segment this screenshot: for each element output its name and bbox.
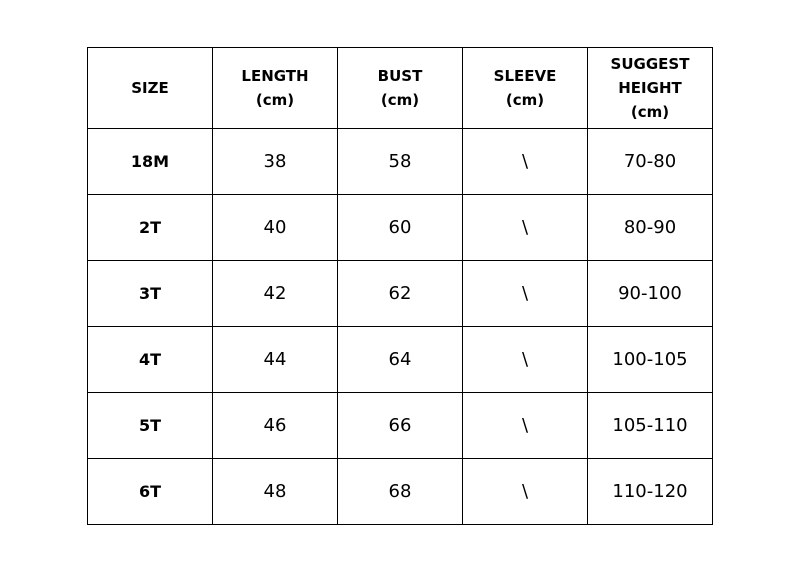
bust-cell: 68 — [338, 459, 463, 525]
height-cell: 70-80 — [588, 129, 713, 195]
table-row — [88, 195, 713, 261]
header-bust-label: BUST — [377, 67, 423, 85]
size-cell: 5T — [88, 393, 213, 459]
height-cell: 100-105 — [588, 327, 713, 393]
header-row — [88, 48, 713, 129]
bust-cell: 62 — [338, 261, 463, 327]
bust-cell: 58 — [338, 129, 463, 195]
sleeve-cell: \ — [463, 261, 588, 327]
size-chart-table — [87, 47, 713, 525]
length-cell: 42 — [213, 261, 338, 327]
size-cell: 6T — [88, 459, 213, 525]
header-suggest-label: SUGGEST — [610, 55, 690, 73]
table-row — [88, 129, 713, 195]
table-body — [88, 129, 713, 525]
size-cell: 3T — [88, 261, 213, 327]
header-suggest-height — [588, 48, 713, 129]
header-size-label: SIZE — [131, 79, 169, 97]
length-cell: 44 — [213, 327, 338, 393]
table-row — [88, 261, 713, 327]
table-row — [88, 327, 713, 393]
height-cell: 80-90 — [588, 195, 713, 261]
sleeve-cell: \ — [463, 195, 588, 261]
bust-cell: 66 — [338, 393, 463, 459]
header-sleeve — [463, 48, 588, 129]
length-cell: 46 — [213, 393, 338, 459]
header-bust-unit: (cm) — [380, 91, 420, 109]
table-row — [88, 459, 713, 525]
header-length-label: LENGTH — [241, 67, 309, 85]
header-size — [88, 48, 213, 129]
height-cell: 90-100 — [588, 261, 713, 327]
height-cell: 105-110 — [588, 393, 713, 459]
length-cell: 38 — [213, 129, 338, 195]
header-length — [213, 48, 338, 129]
header-height-label: HEIGHT — [618, 79, 682, 97]
bust-cell: 60 — [338, 195, 463, 261]
header-length-unit: (cm) — [255, 91, 295, 109]
table-row — [88, 393, 713, 459]
header-height-unit: (cm) — [630, 103, 670, 121]
sleeve-cell: \ — [463, 393, 588, 459]
height-cell: 110-120 — [588, 459, 713, 525]
header-bust — [338, 48, 463, 129]
length-cell: 40 — [213, 195, 338, 261]
size-cell: 2T — [88, 195, 213, 261]
sleeve-cell: \ — [463, 129, 588, 195]
sleeve-cell: \ — [463, 459, 588, 525]
size-cell: 18M — [88, 129, 213, 195]
bust-cell: 64 — [338, 327, 463, 393]
table-header — [88, 48, 713, 129]
length-cell: 48 — [213, 459, 338, 525]
header-sleeve-unit: (cm) — [505, 91, 545, 109]
sleeve-cell: \ — [463, 327, 588, 393]
size-cell: 4T — [88, 327, 213, 393]
header-sleeve-label: SLEEVE — [493, 67, 557, 85]
